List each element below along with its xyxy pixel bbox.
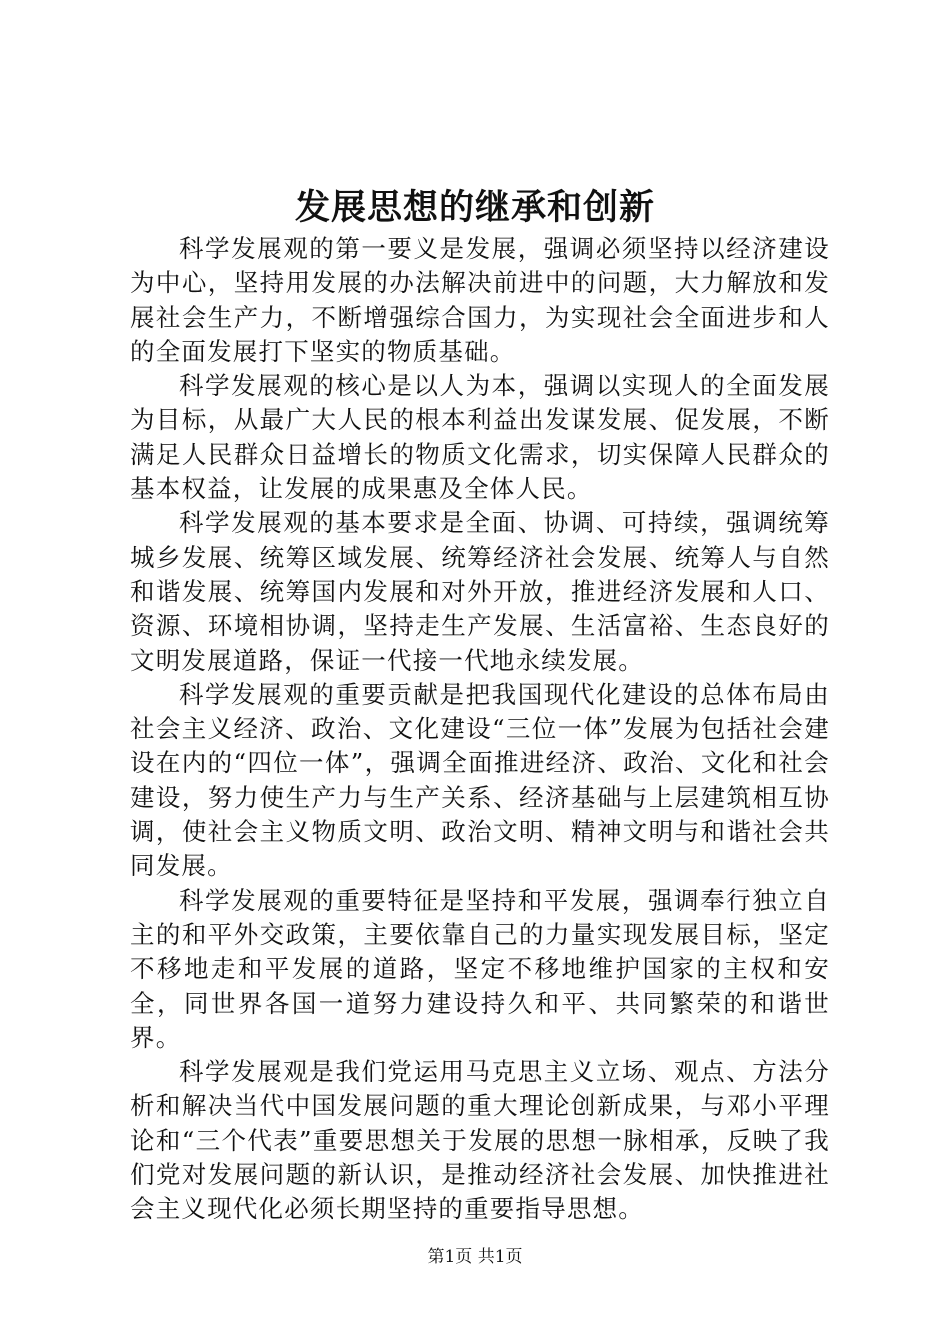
paragraph-6: 科学发展观是我们党运用马克思主义立场、观点、方法分析和解决当代中国发展问题的重大理论创新成果，与邓小平理论和“三个代表”重要思想关于发展的思想一脉相承，反映了我们党对发展问题的新认识，是推动经济社会发展、加快推进社会主义现代化必须长期坚持的重要指导思想。 <box>130 1057 830 1224</box>
paragraph-2: 科学发展观的核心是以人为本，强调以实现人的全面发展为目标，从最广大人民的根本利益出发谋发展、促发展，不断满足人民群众日益增长的物质文化需求，切实保障人民群众的基本权益，让发展的成果惠及全体人民。 <box>130 371 830 504</box>
document-title: 发展思想的继承和创新 <box>294 187 655 228</box>
paragraph-3: 科学发展观的基本要求是全面、协调、可持续，强调统筹城乡发展、统筹区域发展、统筹经济社会发展、统筹人与自然和谐发展、统筹国内发展和对外开放，推进经济发展和人口、资源、环境相协调，坚持走生产发展、生活富裕、生态良好的文明发展道路，保证一代接一代地永续发展。 <box>130 508 830 675</box>
paragraph-5: 科学发展观的重要特征是坚持和平发展，强调奉行独立自主的和平外交政策，主要依靠自己的力量实现发展目标，坚定不移地走和平发展的道路，坚定不移地维护国家的主权和安全，同世界各国一道努力建设持久和平、共同繁荣的和谐世界。 <box>130 885 830 1052</box>
page-number-footer: 第1页 共1页 <box>427 1247 523 1267</box>
paragraph-1: 科学发展观的第一要义是发展，强调必须坚持以经济建设为中心，坚持用发展的办法解决前进中的问题，大力解放和发展社会生产力，不断增强综合国力，为实现社会全面进步和人的全面发展打下坚实的物质基础。 <box>130 234 830 366</box>
paragraph-4: 科学发展观的重要贡献是把我国现代化建设的总体布局由社会主义经济、政治、文化建设“三位一体”发展为包括社会建设在内的“四位一体”，强调全面推进经济、政治、文化和社会建设，努力使生产力与生产关系、经济基础与上层建筑相互协调，使社会主义物质文明、政治文明、精神文明与和谐社会共同发展。 <box>130 679 830 881</box>
document-body <box>130 232 830 1227</box>
